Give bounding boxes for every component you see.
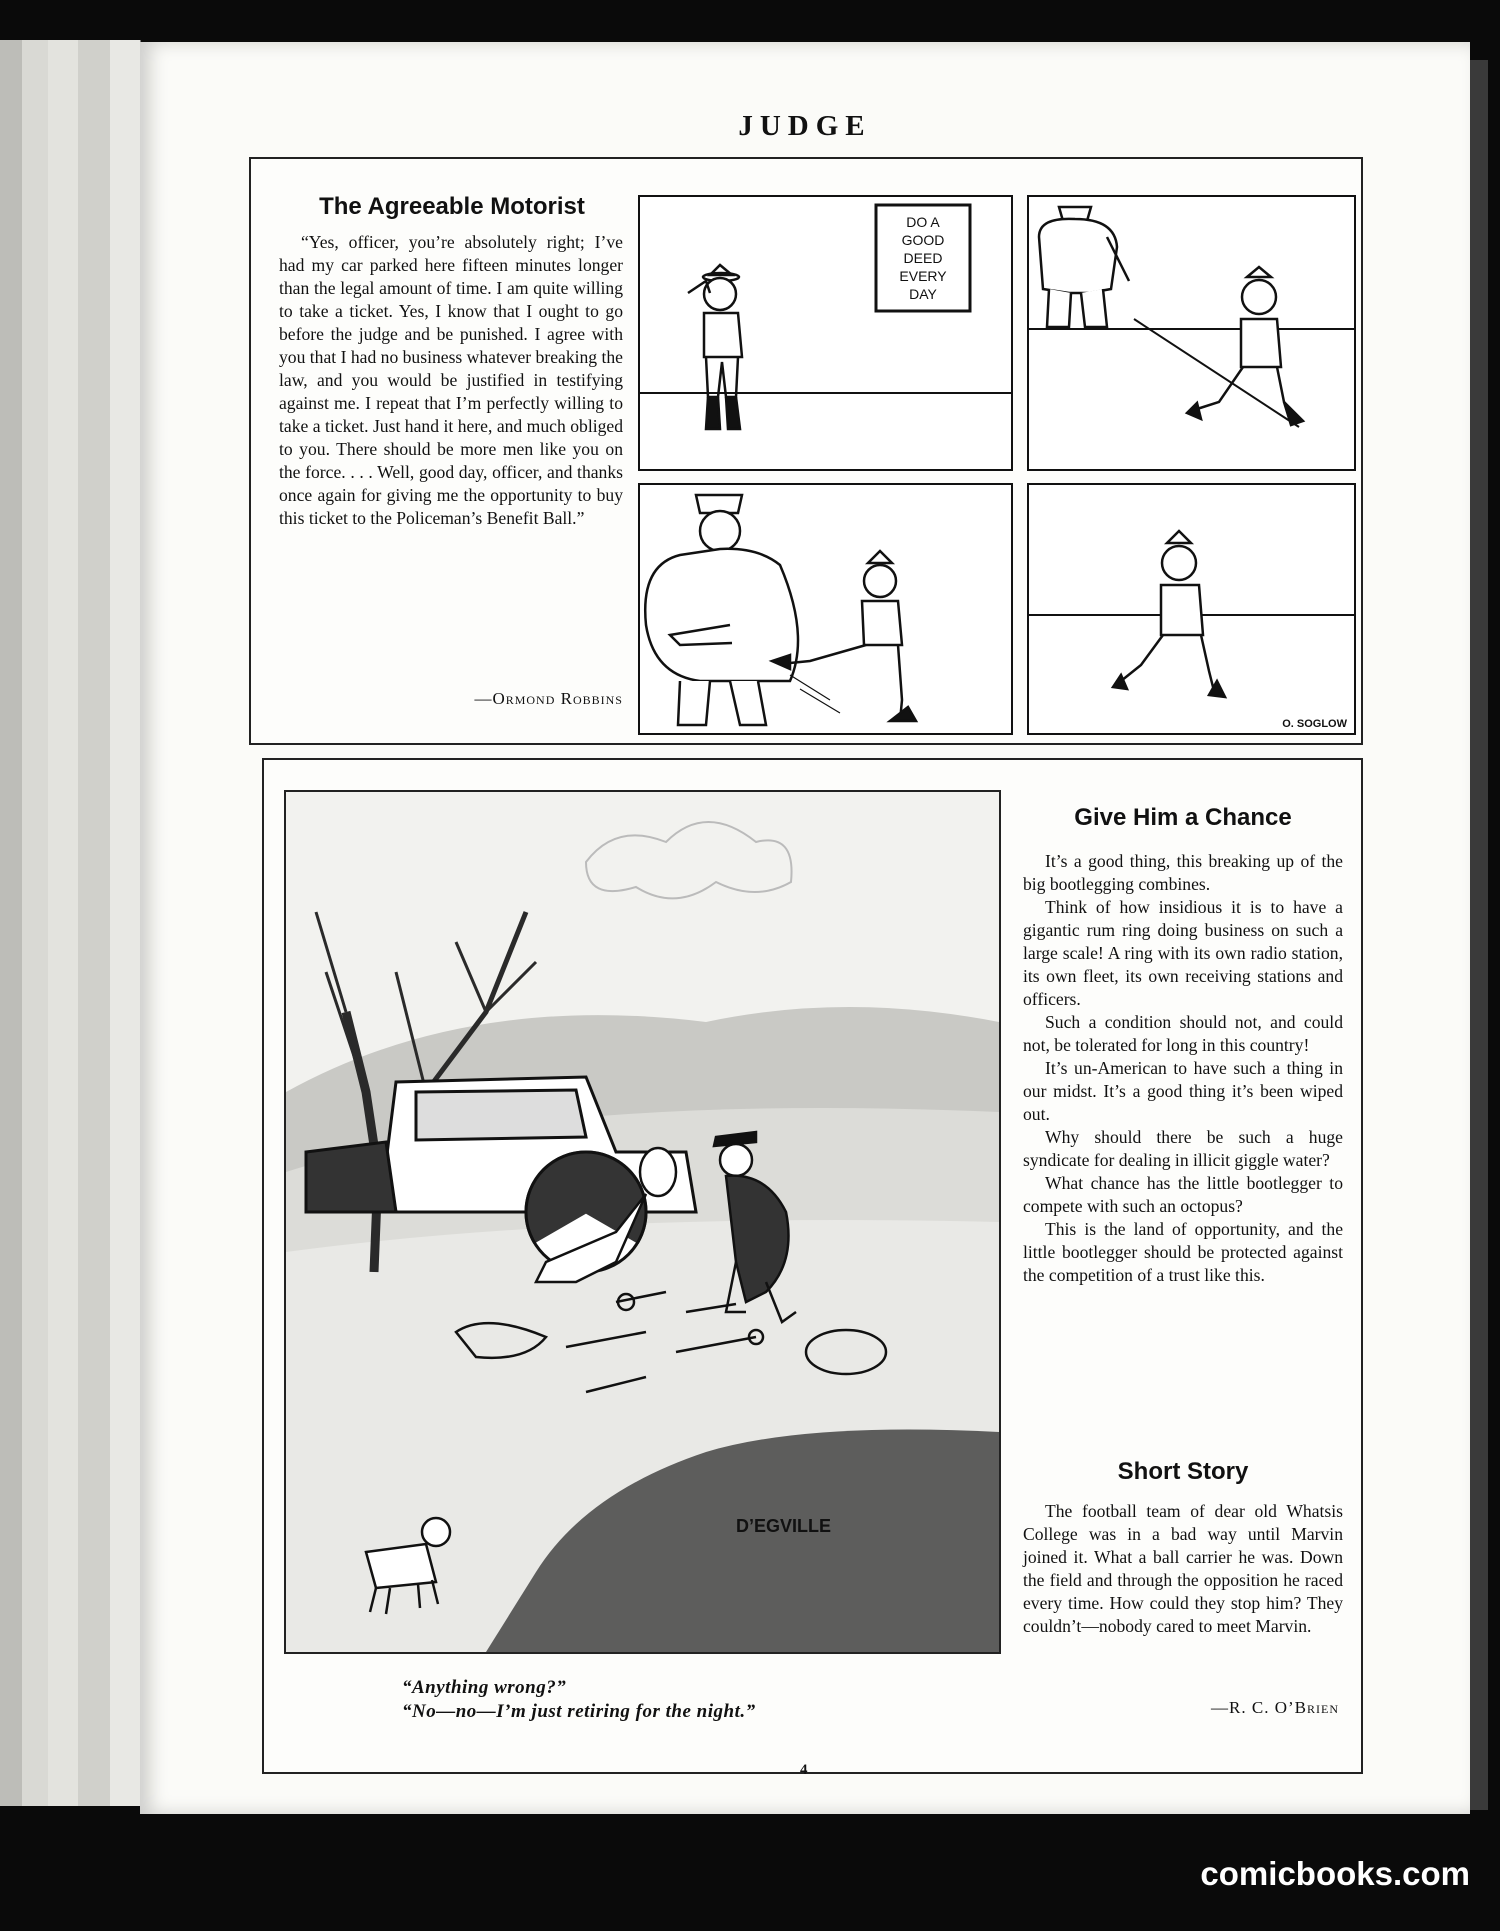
comic-panel-2: [1027, 195, 1356, 471]
boy-scout-saluting: [688, 265, 742, 429]
policeman-back: [1039, 207, 1129, 327]
top-section-frame: [249, 157, 1363, 745]
article-text-short-story: The football team of dear old Whatsis College was in a bad way until Marvin joined it. What a ball carrier he was. Down the field and through the opposition he raced every time. How could they stop him? They couldn’t—nobody cared to meet Marvin.: [1023, 1501, 1343, 1636]
article-paragraph: It’s a good thing, this breaking up of the big bootlegging combines.: [1023, 851, 1343, 894]
article-paragraph: Why should there be such a huge syndicate for dealing in illicit giggle water?: [1023, 1127, 1343, 1170]
article-paragraph: This is the land of opportunity, and the little bootlegger should be protected against the competition of a trust like this.: [1023, 1219, 1343, 1285]
cartoon-caption-line-1: “Anything wrong?”: [402, 1677, 567, 1698]
book-edge: [22, 40, 49, 1806]
article-paragraph: It’s un-American to have such a thing in our midst. It’s a good thing it’s been wiped out.: [1023, 1058, 1343, 1124]
page-number: 4: [800, 1762, 808, 1778]
comic-panel-4: [1027, 483, 1356, 735]
boy-scout-walking: [1187, 267, 1303, 425]
policeman-stout: [645, 495, 798, 725]
article-title-agreeable-motorist: The Agreeable Motorist: [319, 193, 585, 220]
bottom-section-frame: [262, 758, 1363, 1774]
sign-line: EVERY: [899, 268, 947, 284]
article-text-agreeable-motorist: “Yes, officer, you’re absolutely right; I’ve had my car parked here fifteen minutes longer than the legal amount of time. I am quite willing to take a ticket. Yes, I know that I ought to go before the judge and be punished. I agree with you that I had no business whatever breaking the law, and you would be justified in testifying against me. I repeat that I’m perfectly willing to take a ticket. Just hand it here, and much obliged to you. There should be more men like you on the force. . . . Well, good day, officer, and thanks once again for giving me the opportunity to buy this ticket to the Policeman’s Benefit Ball.”: [279, 232, 623, 528]
sign-line: DAY: [909, 286, 937, 302]
book-edge: [110, 40, 141, 1806]
comic-signature: O. SOGLOW: [1282, 718, 1347, 730]
book-edge-right: [1470, 60, 1488, 1810]
comic-panel-1: [638, 195, 1013, 471]
article-byline-short-story: —R. C. O’Brien: [1211, 1698, 1339, 1717]
comic-panel-3: [638, 483, 1013, 735]
magazine-title: JUDGE: [738, 110, 872, 142]
cartoon-illustration: [284, 790, 1001, 1654]
article-title-give-him-a-chance: Give Him a Chance: [1074, 804, 1292, 831]
sign-line: DO A: [906, 214, 940, 230]
article-paragraph: Such a condition should not, and could not, be tolerated for long in this country!: [1023, 1012, 1343, 1055]
book-edge: [48, 40, 79, 1806]
book-edge: [78, 40, 111, 1806]
book-edge: [0, 40, 23, 1806]
watermark: comicbooks.com: [1200, 1855, 1470, 1892]
article-paragraph: What chance has the little bootlegger to compete with such an octopus?: [1023, 1173, 1343, 1216]
sign-line: DEED: [903, 250, 943, 266]
article-byline-agreeable-motorist: —Ormond Robbins: [474, 689, 623, 708]
magazine-page: [140, 42, 1470, 1814]
cartoon-caption-line-2: “No—no—I’m just retiring for the night.”: [402, 1701, 756, 1722]
article-text-give-him-a-chance: [1023, 850, 1343, 1287]
sign-line: GOOD: [901, 232, 945, 248]
article-paragraph: Think of how insidious it is to have a gigantic rum ring doing business on such a large scale! A ring with its own radio station, its own fleet, its own receiving stations and officers.: [1023, 897, 1343, 1009]
article-title-short-story: Short Story: [1117, 1458, 1249, 1485]
cartoon-signature: D’EGVILLE: [736, 1516, 832, 1536]
